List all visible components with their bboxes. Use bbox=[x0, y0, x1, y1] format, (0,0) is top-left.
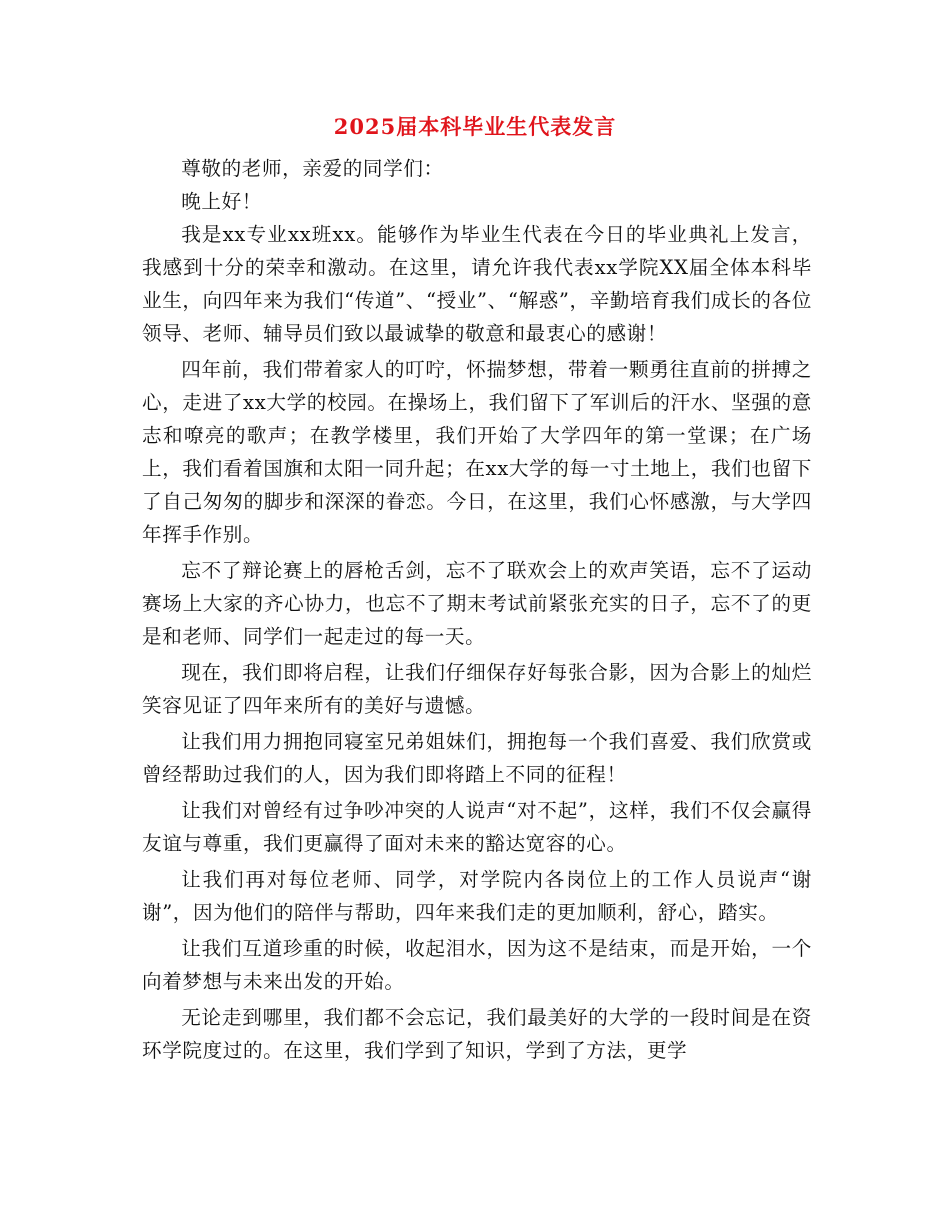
paragraph: 让我们对曾经有过争吵冲突的人说声“对不起”，这样，我们不仅会赢得友谊与尊重，我们更赢得了面对未来的豁达宽容的心。 bbox=[142, 799, 812, 855]
paragraph: 让我们互道珍重的时候，收起泪水，因为这不是结束，而是开始，一个向着梦想与未来出发的开始。 bbox=[142, 937, 812, 993]
paragraph: 无论走到哪里，我们都不会忘记，我们最美好的大学的一段时间是在资环学院度过的。在这里，我们学到了知识，学到了方法，更学 bbox=[142, 1006, 812, 1062]
paragraph: 四年前，我们带着家人的叮咛，怀揣梦想，带着一颗勇往直前的拼搏之心，走进了xx大学的校园。在操场上，我们留下了军训后的汗水、坚强的意志和嘹亮的歌声；在教学楼里，我们开始了大学四年的第一堂课；在广场上，我们看着国旗和太阳一同升起；在xx大学的每一寸土地上，我们也留下了自己匆匆的脚步和深深的眷恋。今日，在这里，我们心怀感激，与大学四年挥手作别。 bbox=[142, 358, 812, 546]
document-title: 2025届本科毕业生代表发言 bbox=[333, 114, 617, 139]
paragraph: 忘不了辩论赛上的唇枪舌剑，忘不了联欢会上的欢声笑语，忘不了运动赛场上大家的齐心协力，也忘不了期末考试前紧张充实的日子，忘不了的更是和老师、同学们一起走过的每一天。 bbox=[142, 559, 812, 648]
greeting: 晚上好！ bbox=[181, 190, 262, 213]
paragraph: 现在，我们即将启程，让我们仔细保存好每张合影，因为合影上的灿烂笑容见证了四年来所有的美好与遗憾。 bbox=[142, 661, 812, 717]
salutation: 尊敬的老师，亲爱的同学们： bbox=[181, 157, 444, 180]
paragraph: 让我们用力拥抱同寝室兄弟姐妹们，拥抱每一个我们喜爱、我们欣赏或曾经帮助过我们的人，因为我们即将踏上不同的征程！ bbox=[142, 730, 812, 786]
document-body bbox=[142, 152, 812, 1067]
paragraph: 让我们再对每位老师、同学，对学院内各岗位上的工作人员说声“谢谢”，因为他们的陪伴与帮助，四年来我们走的更加顺利，舒心，踏实。 bbox=[142, 868, 812, 924]
paragraph: 我是xx专业xx班xx。能够作为毕业生代表在今日的毕业典礼上发言，我感到十分的荣幸和激动。在这里，请允许我代表xx学院XX届全体本科毕业生，向四年来为我们“传道”、“授业”、“解惑”，辛勤培育我们成长的各位领导、老师、辅导员们致以最诚挚的敬意和最衷心的感谢！ bbox=[142, 223, 812, 345]
